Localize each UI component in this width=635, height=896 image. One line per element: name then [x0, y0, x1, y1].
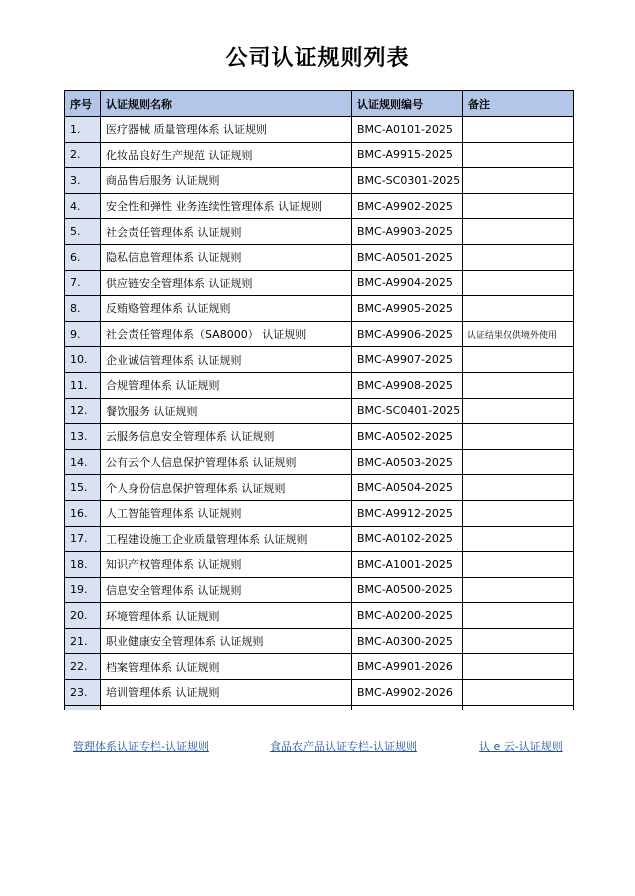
continuation-cell: [463, 705, 574, 710]
rule-name: 供应链安全管理体系 认证规则: [101, 270, 352, 296]
rule-code: BMC-A0504-2025: [352, 475, 463, 501]
row-number: 11.: [65, 372, 101, 398]
rule-note: [463, 500, 574, 526]
rule-name: 安全性和弹性 业务连续性管理体系 认证规则: [101, 193, 352, 219]
rule-name: 反贿赂管理体系 认证规则: [101, 296, 352, 322]
row-number: 14.: [65, 449, 101, 475]
rule-code: BMC-A0502-2025: [352, 424, 463, 450]
table-row: [65, 270, 574, 296]
rule-name: 云服务信息安全管理体系 认证规则: [101, 424, 352, 450]
rule-name: 信息安全管理体系 认证规则: [101, 577, 352, 603]
rule-code: BMC-A9902-2026: [352, 680, 463, 706]
page-title: 公司认证规则列表: [225, 46, 410, 71]
table-row: [65, 168, 574, 194]
rule-note: [463, 654, 574, 680]
table-row: [65, 219, 574, 245]
renyun-rules-link[interactable]: 认 e 云-认证规则: [479, 740, 563, 753]
table-body: [65, 117, 574, 710]
rule-name: 餐饮服务 认证规则: [101, 398, 352, 424]
rule-code: BMC-A9907-2025: [352, 347, 463, 373]
table-row: [65, 628, 574, 654]
table-row: [65, 347, 574, 373]
row-number: 10.: [65, 347, 101, 373]
rule-note: [463, 475, 574, 501]
rule-note: [463, 117, 574, 143]
table-row: [65, 500, 574, 526]
row-number: 4.: [65, 193, 101, 219]
table-row-continuation: [65, 705, 574, 710]
continuation-cell: [352, 705, 463, 710]
rule-note: [463, 168, 574, 194]
table-row: [65, 654, 574, 680]
rule-code: BMC-SC0401-2025: [352, 398, 463, 424]
row-number: 21.: [65, 628, 101, 654]
row-number: 5.: [65, 219, 101, 245]
rule-note: [463, 628, 574, 654]
row-number: 9.: [65, 321, 101, 347]
rule-code: BMC-A0102-2025: [352, 526, 463, 552]
rule-name: 环境管理体系 认证规则: [101, 603, 352, 629]
row-number: 7.: [65, 270, 101, 296]
rule-note: [463, 398, 574, 424]
rule-name: 知识产权管理体系 认证规则: [101, 552, 352, 578]
row-number: 23.: [65, 680, 101, 706]
rule-code: BMC-A0200-2025: [352, 603, 463, 629]
rule-name: 社会责任管理体系（SA8000） 认证规则: [101, 321, 352, 347]
table-row: [65, 577, 574, 603]
rule-name: 隐私信息管理体系 认证规则: [101, 244, 352, 270]
row-number: 1.: [65, 117, 101, 143]
row-number: 20.: [65, 603, 101, 629]
rule-name: 工程建设施工企业质量管理体系 认证规则: [101, 526, 352, 552]
table-row: [65, 372, 574, 398]
row-number: 16.: [65, 500, 101, 526]
table-row: [65, 603, 574, 629]
rule-code: BMC-A9904-2025: [352, 270, 463, 296]
rule-code: BMC-A0101-2025: [352, 117, 463, 143]
row-number: 8.: [65, 296, 101, 322]
table-row: [65, 142, 574, 168]
rule-code: BMC-A9915-2025: [352, 142, 463, 168]
table-row: [65, 680, 574, 706]
continuation-cell: [101, 705, 352, 710]
rule-code: BMC-A0501-2025: [352, 244, 463, 270]
row-number: 12.: [65, 398, 101, 424]
rule-code: BMC-A0300-2025: [352, 628, 463, 654]
rule-name: 职业健康安全管理体系 认证规则: [101, 628, 352, 654]
rule-note: [463, 219, 574, 245]
rule-note: [463, 142, 574, 168]
rule-code: BMC-A0503-2025: [352, 449, 463, 475]
table-row: [65, 321, 574, 347]
table-row: [65, 398, 574, 424]
table-row: [65, 526, 574, 552]
table-row: [65, 117, 574, 143]
rule-note: [463, 603, 574, 629]
row-number: 18.: [65, 552, 101, 578]
row-number: 6.: [65, 244, 101, 270]
rule-note: [463, 193, 574, 219]
rule-name: 商品售后服务 认证规则: [101, 168, 352, 194]
rule-note: [463, 680, 574, 706]
rule-name: 医疗器械 质量管理体系 认证规则: [101, 117, 352, 143]
table-row: [65, 424, 574, 450]
table-header-row: [65, 91, 574, 117]
row-number: 17.: [65, 526, 101, 552]
row-number: 2.: [65, 142, 101, 168]
rule-note: [463, 526, 574, 552]
header-name: 认证规则名称: [101, 91, 352, 117]
rule-name: 社会责任管理体系 认证规则: [101, 219, 352, 245]
rule-note: 认证结果仅供境外使用: [463, 321, 574, 347]
rule-name: 人工智能管理体系 认证规则: [101, 500, 352, 526]
rule-code: BMC-A9903-2025: [352, 219, 463, 245]
rule-note: [463, 577, 574, 603]
row-number: 3.: [65, 168, 101, 194]
table-row: [65, 449, 574, 475]
rule-note: [463, 424, 574, 450]
rule-note: [463, 244, 574, 270]
rule-code: BMC-A9912-2025: [352, 500, 463, 526]
rule-code: BMC-A9901-2026: [352, 654, 463, 680]
row-number: 19.: [65, 577, 101, 603]
rule-name: 公有云个人信息保护管理体系 认证规则: [101, 449, 352, 475]
rule-note: [463, 449, 574, 475]
rule-note: [463, 296, 574, 322]
rule-name: 合规管理体系 认证规则: [101, 372, 352, 398]
rule-note: [463, 347, 574, 373]
rule-code: BMC-A0500-2025: [352, 577, 463, 603]
rule-note: [463, 372, 574, 398]
rule-note: [463, 552, 574, 578]
rules-table: [64, 90, 574, 710]
rule-code: BMC-A9906-2025: [352, 321, 463, 347]
rule-name: 档案管理体系 认证规则: [101, 654, 352, 680]
rule-code: BMC-A9905-2025: [352, 296, 463, 322]
table-row: [65, 244, 574, 270]
rule-name: 企业诚信管理体系 认证规则: [101, 347, 352, 373]
table-row: [65, 193, 574, 219]
table-row: [65, 552, 574, 578]
header-code: 认证规则编号: [352, 91, 463, 117]
row-number: 22.: [65, 654, 101, 680]
rule-name: 培训管理体系 认证规则: [101, 680, 352, 706]
rule-code: BMC-A9902-2025: [352, 193, 463, 219]
rule-code: BMC-A1001-2025: [352, 552, 463, 578]
rule-name: 个人身份信息保护管理体系 认证规则: [101, 475, 352, 501]
continuation-cell: [65, 705, 101, 710]
rule-note: [463, 270, 574, 296]
row-number: 15.: [65, 475, 101, 501]
rule-code: BMC-A9908-2025: [352, 372, 463, 398]
row-number: 13.: [65, 424, 101, 450]
table-row: [65, 296, 574, 322]
food-agri-rules-link[interactable]: 食品农产品认证专栏-认证规则: [270, 740, 417, 753]
rule-name: 化妆品良好生产规范 认证规则: [101, 142, 352, 168]
rule-code: BMC-SC0301-2025: [352, 168, 463, 194]
table-row: [65, 475, 574, 501]
management-system-rules-link[interactable]: 管理体系认证专栏-认证规则: [73, 740, 209, 753]
header-no: 序号: [65, 91, 101, 117]
header-note: 备注: [463, 91, 574, 117]
